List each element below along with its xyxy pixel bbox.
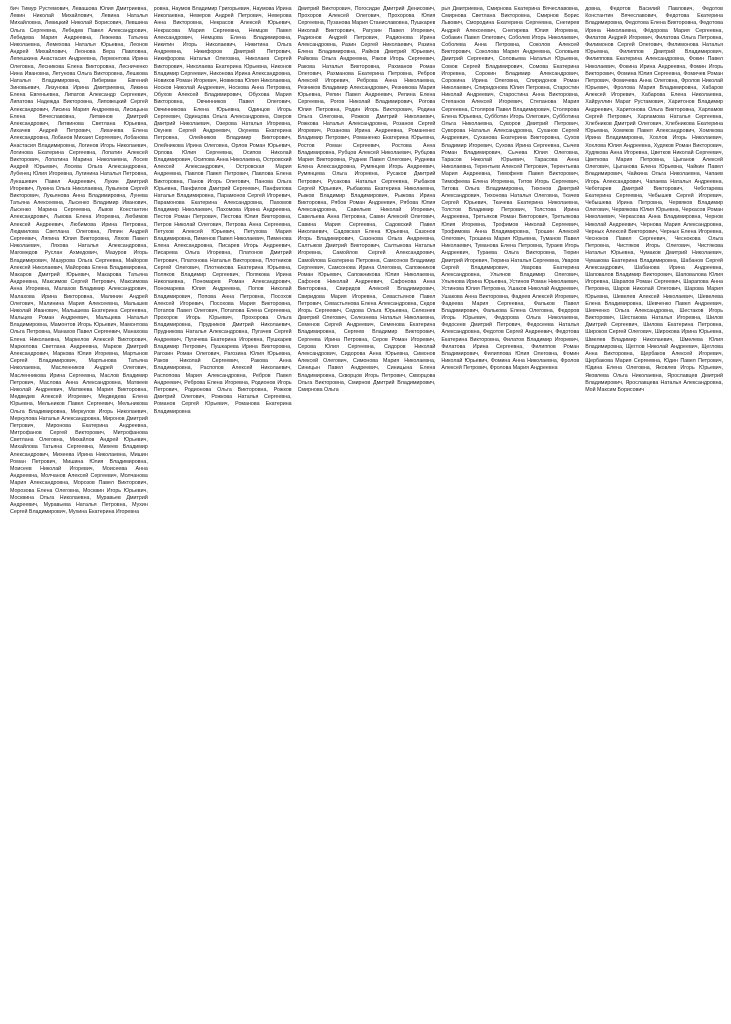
text-column-1 — [10, 6, 148, 1016]
text-column-5 — [585, 6, 723, 1016]
column-text: рья Дмитриевна, Смирнова Екатерина Вячеславовна, Смирнова Светлана Викторовна, Смирнов Борис Львович, Смородина Екатерина Сергеевна, Снегирев Андрей Алексеевич, Снегирева Юлия Игоревна, Собакин Павел Олегович, Соболев Игорь Николаевич, Соболева Анна Петровна, Соколов Алексей Викторович, Соколова Мария Андреевна, Соловьев Дмитрий Сергеевич, Соловьева Наталья Юрьевна, Сомов Сергей Владимирович, Сомова Екатерина Игоревна, Сорокин Владимир Александрович, Сорокина Ирина Олеговна, Спиридонов Роман Николаевич, Спиридонова Юлия Петровна, Старостин Николай Андреевич, Старостина Анна Викторовна, Степанов Алексей Игоревич, Степанова Мария Сергеевна, Столяров Павел Владимирович, Столярова Елена Юрьевна, Субботин Игорь Олегович, Субботина Ольга Николаевна, Суворов Дмитрий Петрович, Суворова Наталья Александровна, Суханов Сергей Андреевич, Суханова Екатерина Викторовна, Сухов Владимир Игоревич, Сухова Ирина Сергеевна, Сычев Роман Владимирович, Сычева Юлия Олеговна, Тарасов Николай Юрьевич, Тарасова Анна Николаевна, Терентьев Алексей Петрович, Терентьева Мария Андреевна, Тимофеев Павел Викторович, Тимофеева Елена Игоревна, Титов Игорь Сергеевич, Титова Ольга Владимировна, Тихонов Дмитрий Александрович, Тихонова Наталья Олеговна, Ткачев Сергей Юрьевич, Ткачева Екатерина Николаевна, Толстов Владимир Петрович, Толстова Ирина Андреевна, Третьяков Роман Викторович, Третьякова Юлия Игоревна, Трофимов Николай Сергеевич, Трофимова Анна Владимировна, Трошин Алексей Олегович, Трошина Мария Юрьевна, Туманов Павел Николаевич, Туманова Елена Петровна, Тураев Игорь Андреевич, Тураева Ольга Викторовна, Тюрин Дмитрий Игоревич, Тюрина Наталья Сергеевна, Уваров Сергей Владимирович, Уварова Екатерина Александровна, Ульянов Владимир Олегович, Ульянова Ирина Юрьевна, Устинов Роман Николаевич, Устинова Юлия Петровна, Ушаков Николай Андреевич, Ушакова Анна Викторовна, Фадеев Алексей Игоревич, Фадеева Мария Сергеевна, Фальков Павел Владимирович, Фалькова Елена Олеговна, Федоров Игорь Юрьевич, Федорова Ольга Николаевна, Федосеев Дмитрий Петрович, Федосеева Наталья Александровна, Федотов Сергей Андреевич, Федотова Екатерина Викторовна, Филатов Владимир Игоревич, Филатова Ирина Сергеевна, Филиппов Роман Владимирович, Филиппова Юлия Олеговна, Фомин Николай Юрьевич, Фомина Анна Николаевна, Фролов Алексей Петрович, Фролова Мария Андреевна — [441, 6, 580, 372]
column-text: ровна, Наумов Владимир Григорьевич, Наумова Ирина Николаевна, Неверов Андрей Петрович, Неверова Анна Викторовна, Некрасов Алексей Юрьевич, Некрасова Мария Сергеевна, Немцов Павел Александрович, Немцова Елена Владимировна, Никитин Игорь Николаевич, Никитина Ольга Андреевна, Никифоров Дмитрий Петрович, Никифорова Наталья Олеговна, Николаев Сергей Викторович, Николаева Екатерина Юрьевна, Никонов Владимир Сергеевич, Никонова Ирина Александровна, Новиков Роман Игоревич, Новикова Юлия Николаевна, Носков Николай Андреевич, Носкова Анна Петровна, Обухов Алексей Владимирович, Обухова Мария Викторовна, Овчинников Павел Олегович, Овчинникова Елена Юрьевна, Одинцов Игорь Сергеевич, Одинцова Ольга Александровна, Озеров Дмитрий Николаевич, Озерова Наталья Игоревна, Окунев Сергей Андреевич, Окунева Екатерина Петровна, Олейников Владимир Викторович, Олейникова Ирина Олеговна, Орлов Роман Юрьевич, Орлова Юлия Сергеевна, Осипов Николай Владимирович, Осипова Анна Николаевна, Островский Алексей Александрович, Островская Мария Андреевна, Павлов Павел Петрович, Павлова Елена Викторовна, Панов Игорь Олегович, Панова Ольга Юрьевна, Панфилов Дмитрий Сергеевич, Панфилова Наталья Владимировна, Парамонов Сергей Игоревич, Парамонова Екатерина Александровна, Пахомов Владимир Николаевич, Пахомова Ирина Андреевна, Пестов Роман Петрович, Пестова Юлия Викторовна, Петров Николай Олегович, Петрова Анна Сергеевна, Петухов Алексей Юрьевич, Петухова Мария Владимировна, Пименов Павел Николаевич, Пименова Елена Александровна, Писарев Игорь Андреевич, Писарева Ольга Игоревна, Платонов Дмитрий Петрович, Платонова Наталья Викторовна, Плотников Сергей Олегович, Плотникова Екатерина Юрьевна, Поляков Владимир Сергеевич, Полякова Ирина Николаевна, Пономарев Роман Александрович, Пономарева Юлия Андреевна, Попов Николай Владимирович, Попова Анна Петровна, Посохов Алексей Игоревич, Посохова Мария Викторовна, Потапов Павел Олегович, Потапова Елена Сергеевна, Прохоров Игорь Юрьевич, Прохорова Ольга Владимировна, Прудников Дмитрий Николаевич, Прудникова Наталья Александровна, Пугачев Сергей Андреевич, Пугачева Екатерина Игоревна, Пушкарев Владимир Петрович, Пушкарева Ирина Викторовна, Рагозин Роман Олегович, Рагозина Юлия Юрьевна, Раков Николай Сергеевич, Ракова Анна Владимировна, Распопов Алексей Николаевич, Распопова Мария Александровна, Ребров Павел Андреевич, Реброва Елена Игоревна, Родионов Игорь Петрович, Родионова Ольга Викторовна, Рожков Дмитрий Олегович, Рожкова Наталья Сергеевна, Романов Сергей Юрьевич, Романова Екатерина Владимировна — [153, 6, 292, 415]
column-text: довна, Федотов Василий Павлович, Федотов Константин Вячеславович, Федотова Екатерина Владимировна, Федотова Елена Викторовна, Федотова Ирина Николаевна, Фёдорова Мария Сергеевна, Филатов Андрей Игоревич, Филатова Ольга Петровна, Филимонов Сергей Олегович, Филимонова Наталья Юрьевна, Филиппов Дмитрий Владимирович, Филиппова Екатерина Александровна, Фокин Павел Николаевич, Фокина Ирина Андреевна, Фомин Игорь Викторович, Фомина Юлия Сергеевна, Фомичев Роман Петрович, Фомичева Анна Олеговна, Фролов Николай Юрьевич, Фролова Мария Владимировна, Хабаров Алексей Игоревич, Хабарова Елена Николаевна, Хайруллин Марат Рустамович, Харитонов Владимир Андреевич, Харитонова Ольга Викторовна, Харламов Сергей Петрович, Харламова Наталья Сергеевна, Хлебников Дмитрий Олегович, Хлебникова Екатерина Юрьевна, Хомяков Павел Александрович, Хомякова Ирина Владимировна, Хохлов Игорь Николаевич, Хохлова Юлия Андреевна, Худяков Роман Викторович, Худякова Анна Игоревна, Цветков Николай Сергеевич, Цветкова Мария Петровна, Цыганов Алексей Олегович, Цыганова Елена Юрьевна, Чайкин Павел Владимирович, Чайкина Ольга Николаевна, Чапаев Игорь Александрович, Чапаева Наталья Андреевна, Чеботарев Дмитрий Викторович, Чеботарева Екатерина Сергеевна, Чебышев Сергей Игоревич, Чебышева Ирина Петровна, Червяков Владимир Олегович, Червякова Юлия Юрьевна, Черкасов Роман Николаевич, Черкасова Анна Владимировна, Чернов Николай Андреевич, Чернова Мария Александровна, Черных Алексей Викторович, Черных Елена Игоревна, Чесноков Павел Сергеевич, Чеснокова Ольга Петровна, Чистяков Игорь Олегович, Чистякова Наталья Юрьевна, Чумаков Дмитрий Николаевич, Чумакова Екатерина Владимировна, Шабанов Сергей Александрович, Шабанова Ирина Андреевна, Шаповалов Владимир Викторович, Шаповалова Юлия Игоревна, Шарапов Роман Сергеевич, Шарапова Анна Петровна, Шаров Николай Олегович, Шарова Мария Юрьевна, Шевелев Алексей Николаевич, Шевелева Елена Владимировна, Шевченко Павел Андреевич, Шевченко Ольга Александровна, Шестаков Игорь Викторович, Шестакова Наталья Игоревна, Шилов Дмитрий Сергеевич, Шилова Екатерина Петровна, Широков Сергей Олегович, Широкова Ирина Юрьевна, Шмелев Владимир Николаевич, Шмелева Юлия Владимировна, Щеглов Николай Андреевич, Щеглова Анна Викторовна, Щербаков Алексей Игоревич, Щербакова Мария Сергеевна, Юдин Павел Петрович, Юдина Елена Олеговна, Яковлев Игорь Юрьевич, Яковлева Ольга Николаевна, Ярославцев Дмитрий Владимирович, Ярославцева Наталья Александровна, Мой Максим Борисович — [585, 6, 723, 393]
text-column-4 — [441, 6, 579, 1016]
text-column-2 — [154, 6, 292, 1016]
text-column-3 — [298, 6, 436, 1016]
column-text: Дмитрий Викторович, Погосидзе Дмитрий Денисович, Прохоров Алексей Олегович, Прохорова Юлия Сергеевна, Пузанова Мария Станиславовна, Пушкарев Николай Викторович, Рагузин Павел Игоревич, Радионов Андрей Петрович, Радионова Ирина Александровна, Разин Сергей Николаевич, Разина Елена Владимировна, Райков Дмитрий Юрьевич, Райкова Ольга Андреевна, Раков Игорь Сергеевич, Ракова Наталья Викторовна, Рахманов Роман Олегович, Рахманова Екатерина Петровна, Ребров Алексей Игоревич, Реброва Анна Николаевна, Резников Владимир Александрович, Резникова Мария Юрьевна, Репин Павел Андреевич, Репина Елена Сергеевна, Рогов Николай Владимирович, Рогова Юлия Петровна, Родин Игорь Викторович, Родина Ольга Олеговна, Рожков Дмитрий Николаевич, Рожкова Наталья Александровна, Розанов Сергей Игоревич, Розанова Ирина Андреевна, Романенко Владимир Петрович, Романенко Екатерина Юрьевна, Ростов Роман Сергеевич, Ростова Анна Владимировна, Рубцов Алексей Николаевич, Рубцова Мария Викторовна, Руднев Павел Олегович, Руднева Елена Александровна, Румянцев Игорь Андреевич, Румянцева Ольга Игоревна, Русаков Дмитрий Петрович, Русакова Наталья Сергеевна, Рыбаков Сергей Юрьевич, Рыбакова Екатерина Николаевна, Рыжов Владимир Владимирович, Рыжова Ирина Викторовна, Рябов Роман Андреевич, Рябова Юлия Александровна, Савельев Николай Игоревич, Савельева Анна Петровна, Савин Алексей Олегович, Савина Мария Сергеевна, Садовский Павел Николаевич, Садовская Елена Юрьевна, Сазонов Игорь Владимирович, Сазонова Ольга Андреевна, Салтыков Дмитрий Викторович, Салтыкова Наталья Игоревна, Самойлов Сергей Александрович, Самойлова Екатерина Петровна, Самсонов Владимир Сергеевич, Самсонова Ирина Олеговна, Сапожников Роман Юрьевич, Сапожникова Юлия Николаевна, Сафонов Николай Андреевич, Сафонова Анна Викторовна, Свиридов Алексей Владимирович, Свиридова Мария Игоревна, Севастьянов Павел Петрович, Севастьянова Елена Александровна, Седов Игорь Сергеевич, Седова Ольга Юрьевна, Селезнев Дмитрий Олегович, Селезнева Наталья Николаевна, Семенов Сергей Андреевич, Семенова Екатерина Владимировна, Сергеев Владимир Викторович, Сергеева Ирина Петровна, Серов Роман Игоревич, Серова Юлия Сергеевна, Сидоров Николай Александрович, Сидорова Анна Юрьевна, Симонов Алексей Олегович, Симонова Мария Николаевна, Синицын Павел Андреевич, Синицына Елена Владимировна, Скворцов Игорь Петрович, Скворцова Ольга Викторовна, Смирнов Дмитрий Владимирович, Смирнова Ольга — [297, 6, 436, 393]
column-text: бич Тимур Рустемович, Левашова Юлия Дмитриевна, Левин Николай Михайлович, Левина Наталья Михайловна, Левицкий Николай Борисович, Левшина Ольга Сергеевна, Лебедев Павел Александрович, Лебедева Мария Андреевна, Лежнева Татьяна Николаевна, Лемехова Наталья Юрьевна, Леонов Андрей Михайлович, Леонова Вера Павловна, Лепешкина Анастасия Андреевна, Лермонтова Ирина Олеговна, Лесникова Елена Викторовна, Лесниченко Нина Ивановна, Летунова Ольга Викторовна, Лешкова Наталья Владимировна, Либерман Евгений Зиновьевич, Лизунова Ирина Дмитриевна, Ликина Елена Евгеньевна, Липатов Александр Сергеевич, Липатова Надежда Викторовна, Липовецкий Сергей Александрович, Лисина Мария Андреевна, Лисицына Елена Вячеславовна, Литвинов Дмитрий Александрович, Литвинова Светлана Юрьевна, Лихачев Андрей Петрович, Лихачева Елена Александровна, Лобанов Михаил Сергеевич, Лобанова Анастасия Владимировна, Логинов Игорь Николаевич, Логинова Екатерина Сергеевна, Лопатин Алексей Викторович, Лопатина Марина Николаевна, Лосев Андрей Юрьевич, Лосева Ольга Александровна, Лубенец Юлия Игоревна, Лугинина Наталья Петровна, Лукашевич Павел Андреевич, Лукин Дмитрий Игоревич, Лукина Ольга Николаевна, Лукьянов Сергей Викторович, Лукьянова Анна Владимировна, Лунева Татьяна Алексеевна, Лысенко Владимир Иванович, Лысенко Марина Сергеевна, Львов Константин Александрович, Львова Елена Игоревна, Любимов Алексей Андреевич, Любимова Ирина Петровна, Людмилова Светлана Олеговна, Ляпин Андрей Сергеевич, Ляпина Юлия Викторовна, Ляхов Павел Николаевич, Ляхова Наталья Александровна, Магомедов Руслан Ахмедович, Мазуров Игорь Владимирович, Мазурова Ольга Сергеевна, Майоров Алексей Николаевич, Майорова Елена Владимировна, Макаров Дмитрий Юрьевич, Макарова Татьяна Андреевна, Максимов Сергей Петрович, Максимова Анна Игоревна, Малахов Владимир Александрович, Малахова Ирина Викторовна, Малинин Андрей Олегович, Малинина Мария Алексеевна, Малышев Николай Иванович, Малышева Екатерина Сергеевна, Мальцев Роман Андреевич, Мальцева Наталья Владимировна, Мамонтов Игорь Юрьевич, Мамонтова Ольга Петровна, Манахов Павел Сергеевич, Манахова Елена Николаевна, Маркелов Алексей Викторович, Маркелова Светлана Андреевна, Марков Дмитрий Александрович, Маркова Юлия Игоревна, Мартынов Сергей Владимирович, Мартынова Татьяна Николаевна, Масленников Андрей Олегович, Масленникова Ирина Сергеевна, Маслов Владимир Петрович, Маслова Анна Александровна, Матвеев Николай Андреевич, Матвеева Мария Викторовна, Медведев Алексей Игоревич, Медведева Елена Юрьевна, Мельников Павел Сергеевич, Мельникова Ольга Владимировна, Меркулов Игорь Николаевич, Меркулова Наталья Александровна, Миронов Дмитрий Петрович, Миронова Екатерина Андреевна, Митрофанов Сергей Викторович, Митрофанова Светлана Олеговна, Михайлов Андрей Юрьевич, Михайлова Татьяна Сергеевна, Михеев Владимир Александрович, Михеева Ирина Николаевна, Мишин Роман Петрович, Мишина Юлия Владимировна, Моисеев Николай Игоревич, Моисеева Анна Андреевна, Молчанов Алексей Сергеевич, Молчанова Мария Александровна, Морозов Павел Викторович, Морозова Елена Олеговна, Москвин Игорь Юрьевич, Москвина Ольга Николаевна, Муравьев Дмитрий Андреевич, Муравьева Наталья Петровна, Мухин Сергей Владимирович, Мухина Екатерина Игоревна — [10, 6, 148, 516]
